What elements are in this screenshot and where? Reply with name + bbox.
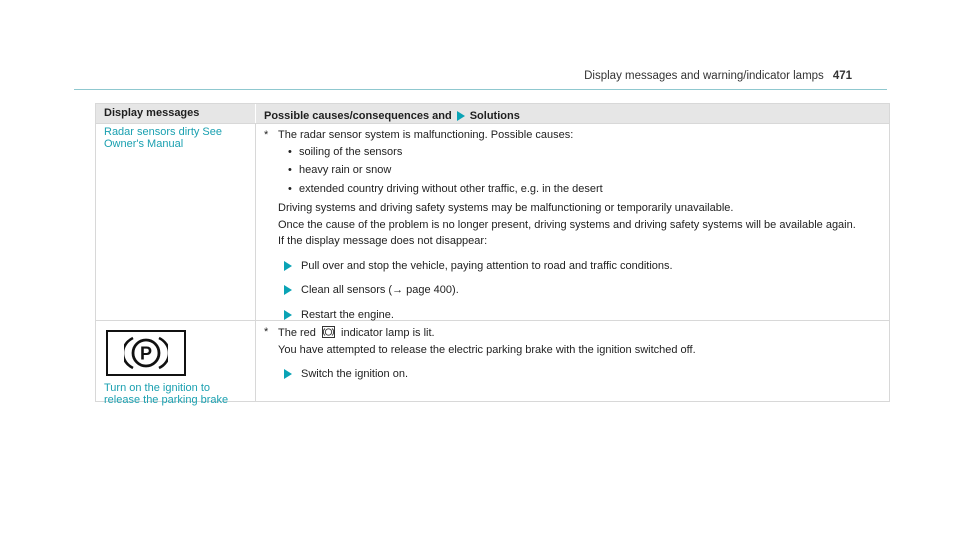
running-head-title: Display messages and warning/indicator lamps [584,70,824,82]
list-item: • extended country driving without other traffic, e.g. in the desert [288,183,879,196]
message-line: release the parking brake [104,394,229,406]
messages-table [95,103,890,406]
list-item: • heavy rain or snow [288,164,879,177]
col-header-causes [256,104,889,123]
action-step [284,309,879,322]
paragraph: Driving systems and driving safety systems may be malfunctioning or temporarily unavailable. [278,202,734,214]
optional-equipment-star: * [264,326,269,338]
display-message-cell [96,321,256,406]
action-text: Restart the engine. [301,308,394,321]
table-row [96,123,889,320]
action-step [284,284,879,297]
parking-brake-icon [322,326,335,338]
paragraph: Once the cause of the problem is no longer present, driving systems and driving safety systems will be available again. [278,218,856,231]
action-text: Clean all sensors (→ page 400). [301,284,459,296]
intro-text: The radar sensor system is malfunctioning. Possible causes: [278,129,574,141]
action-step [284,368,879,381]
causes-cell [256,124,889,320]
col-header-causes-label: Possible causes/consequences and [264,110,452,122]
action-step [284,260,879,273]
display-message-cell [96,124,256,320]
optional-equipment-star: * [264,129,269,141]
arrow-right-icon [284,261,292,271]
table-row [96,320,889,406]
table-header [96,104,889,123]
header-rule [74,89,887,90]
arrow-right-icon [284,285,292,295]
action-text: Pull over and stop the vehicle, paying attention to road and traffic conditions. [301,259,673,272]
paragraph: If the display message does not disappear: [278,235,488,247]
col-header-display-messages: Display messages [96,104,256,123]
arrow-right-icon [284,310,292,320]
message-line: Owner's Manual [104,138,184,150]
arrow-right-icon [457,111,465,121]
page-number: 471 [832,70,852,82]
list-item: • soiling of the sensors [288,146,879,159]
causes-list [278,146,879,196]
intro-line [264,326,879,340]
message-line: Turn on the ignition to [104,382,210,394]
parking-brake-icon [106,330,186,376]
col-header-solutions-label: Solutions [469,110,520,122]
svg-text:P: P [139,343,153,364]
intro-text-pre: The red [278,327,316,339]
intro-line [264,129,879,142]
causes-cell [256,321,889,401]
action-text: Switch the ignition on. [301,368,409,380]
message-line: Radar sensors dirty See [104,126,222,138]
intro-text-post: indicator lamp is lit. [341,327,435,339]
running-head [584,70,852,82]
arrow-right-icon [284,369,292,379]
paragraph: You have attempted to release the electric parking brake with the ignition switched off. [278,343,696,356]
